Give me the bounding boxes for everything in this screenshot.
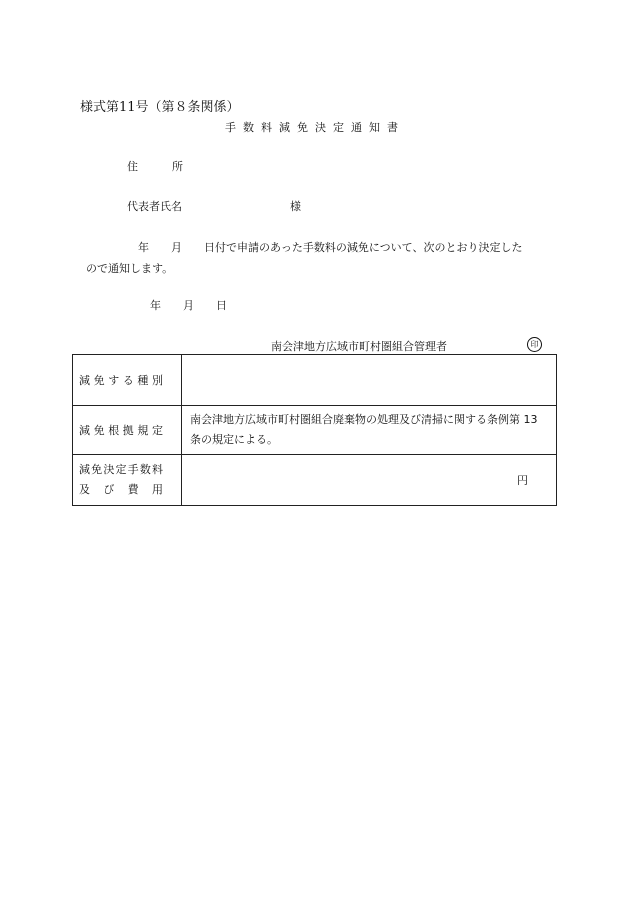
- notice-month-unit: 月: [171, 241, 182, 254]
- row-header-fee: [73, 455, 182, 506]
- row-value-type: [182, 355, 557, 406]
- fee-header-line-1: 減免決定手数料: [79, 463, 163, 476]
- row-header-basis: 減免根拠規定: [73, 406, 182, 455]
- honorific: 様: [290, 200, 301, 213]
- fee-header-line-2: 及び費用: [79, 483, 163, 496]
- decision-table: [72, 354, 557, 506]
- date-month-unit: 月: [183, 299, 194, 312]
- issue-date: [150, 297, 227, 313]
- address-label: 住所: [127, 160, 183, 173]
- seal-mark: 印: [527, 337, 542, 352]
- basis-line-1: 南会津地方広域市町村圏組合廃棄物の処理及び清掃に関する条例第 13: [190, 413, 538, 426]
- row-value-basis: [182, 406, 557, 455]
- date-year-unit: 年: [150, 299, 161, 312]
- table-row: [73, 355, 557, 406]
- table-row: [73, 406, 557, 455]
- representative-label: 代表者氏名: [127, 200, 182, 213]
- notice-year-unit: 年: [138, 241, 149, 254]
- table-row: [73, 455, 557, 506]
- row-value-fee: [182, 455, 557, 506]
- issuer-name: 南会津地方広域市町村圏組合管理者: [271, 340, 447, 353]
- notice-paragraph: [86, 237, 554, 279]
- notice-line1-text: 日付で申請のあった手数料の減免について、次のとおり決定した: [204, 241, 523, 254]
- basis-line-2: 条の規定による。: [190, 433, 278, 446]
- date-day-unit: 日: [216, 299, 227, 312]
- form-number: 様式第11号（第８条関係）: [80, 100, 240, 115]
- row-header-type: 減免する種別: [73, 355, 182, 406]
- notice-line2-text: ので通知します。: [86, 262, 174, 275]
- representative-row: [127, 198, 182, 214]
- yen-unit: 円: [517, 474, 528, 487]
- document-title: 手数料減免決定通知書: [225, 121, 405, 134]
- address-row: [127, 158, 183, 174]
